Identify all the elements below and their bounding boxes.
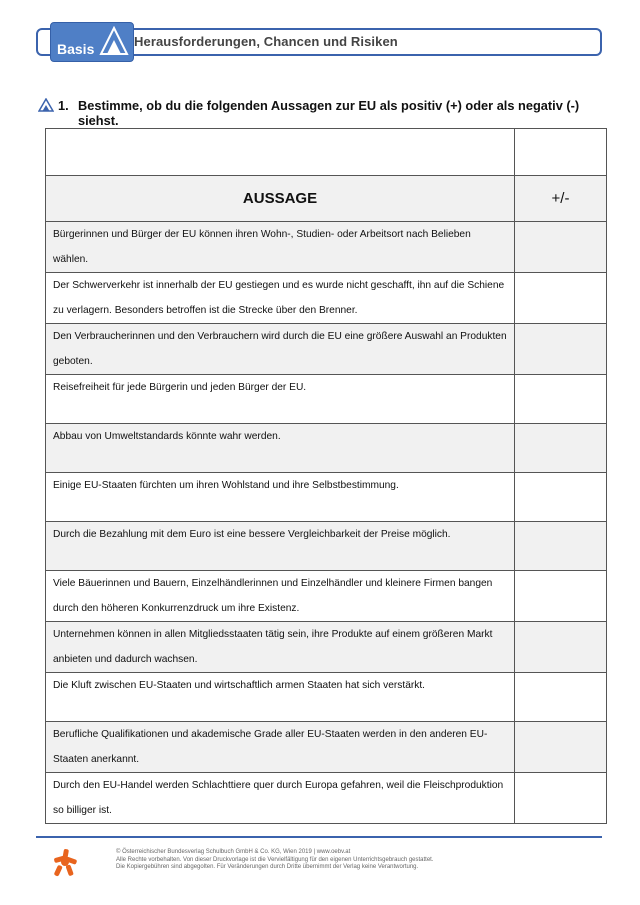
statement-text: Abbau von Umweltstandards könnte wahr werden. [46,424,515,473]
copyright-line: © Österreichischer Bundesverlag Schulbuch GmbH & Co. KG, Wien 2019 | www.oebv.at [116,849,351,855]
footer-divider [36,836,602,838]
header-statement: AUSSAGE [46,176,515,222]
page-title: Herausforderungen, Chancen und Risiken [134,34,398,49]
rating-input-cell[interactable] [515,273,607,324]
statement-text: Berufliche Qualifikationen und akademische Grade aller EU-Staaten werden in den anderen EU-Staaten anerkannt. [46,722,515,773]
table-row [46,222,607,273]
blank-cell [515,129,607,176]
table-row [46,722,607,773]
rating-input-cell[interactable] [515,522,607,571]
statement-text: Unternehmen können in allen Mitgliedsstaaten tätig sein, ihre Produkte auf einem größeren Markt anbieten und dadurch wachsen. [46,622,515,673]
statement-text: Den Verbraucherinnen und den Verbrauchern wird durch die EU eine größere Auswahl an Produkten geboten. [46,324,515,375]
statements-table [45,128,607,824]
table-row [46,375,607,424]
task-text: Bestimme, ob du die folgenden Aussagen zur EU als positiv (+) oder als negativ (-) siehst. [78,98,580,128]
statement-text: Bürgerinnen und Bürger der EU können ihren Wohn-, Studien- oder Arbeitsort nach Belieben wählen. [46,222,515,273]
publisher-logo-icon [52,848,78,878]
copyright-line: Die Kopiergebühren sind abgegolten. Für Veränderungen durch Dritte übernimmt der Verlag keine Verantwortung. [116,864,419,870]
level-badge-label: Basis [57,41,95,57]
table-row [46,522,607,571]
table-row [46,673,607,722]
pyramid-level-icon [38,98,54,112]
rating-input-cell[interactable] [515,424,607,473]
rating-input-cell[interactable] [515,622,607,673]
table-row [46,773,607,824]
table-row [46,424,607,473]
header-rating: +/- [515,176,607,222]
rating-input-cell[interactable] [515,571,607,622]
statement-text: Reisefreiheit für jede Bürgerin und jeden Bürger der EU. [46,375,515,424]
rating-input-cell[interactable] [515,773,607,824]
statement-text: Durch den EU-Handel werden Schlachttiere quer durch Europa gefahren, weil die Fleischproduktion so billiger ist. [46,773,515,824]
copyright-line: Alle Rechte vorbehalten. Von dieser Druckvorlage ist die Vervielfältigung für den eigenen Unterrichtsgebrauch gestattet. [116,856,434,863]
rating-input-cell[interactable] [515,673,607,722]
task-number: 1. [58,98,69,113]
level-badge [50,22,134,62]
table-blank-row [46,129,607,176]
statement-text: Einige EU-Staaten fürchten um ihren Wohlstand und ihre Selbstbestimmung. [46,473,515,522]
rating-input-cell[interactable] [515,473,607,522]
rating-input-cell[interactable] [515,375,607,424]
statement-text: Viele Bäuerinnen und Bauern, Einzelhändlerinnen und Einzelhändler und kleinere Firmen bangen durch den höheren Konkurrenzdruck um ihre Existenz. [46,571,515,622]
statement-text: Der Schwerverkehr ist innerhalb der EU gestiegen und es wurde nicht geschafft, ihn auf die Schiene zu verlagern. Besonders betroffen ist die Strecke über den Brenner. [46,273,515,324]
statement-text: Durch die Bezahlung mit dem Euro ist eine bessere Vergleichbarkeit der Preise möglich. [46,522,515,571]
rating-input-cell[interactable] [515,722,607,773]
blank-cell [46,129,515,176]
statement-text: Die Kluft zwischen EU-Staaten und wirtschaftlich armen Staaten hat sich verstärkt. [46,673,515,722]
table-row [46,273,607,324]
table-row [46,324,607,375]
table-header-row [46,176,607,222]
table-row [46,473,607,522]
pyramid-level-icon [99,26,129,58]
rating-input-cell[interactable] [515,324,607,375]
table-row [46,622,607,673]
rating-input-cell[interactable] [515,222,607,273]
copyright-notice [116,849,556,872]
table-row [46,571,607,622]
